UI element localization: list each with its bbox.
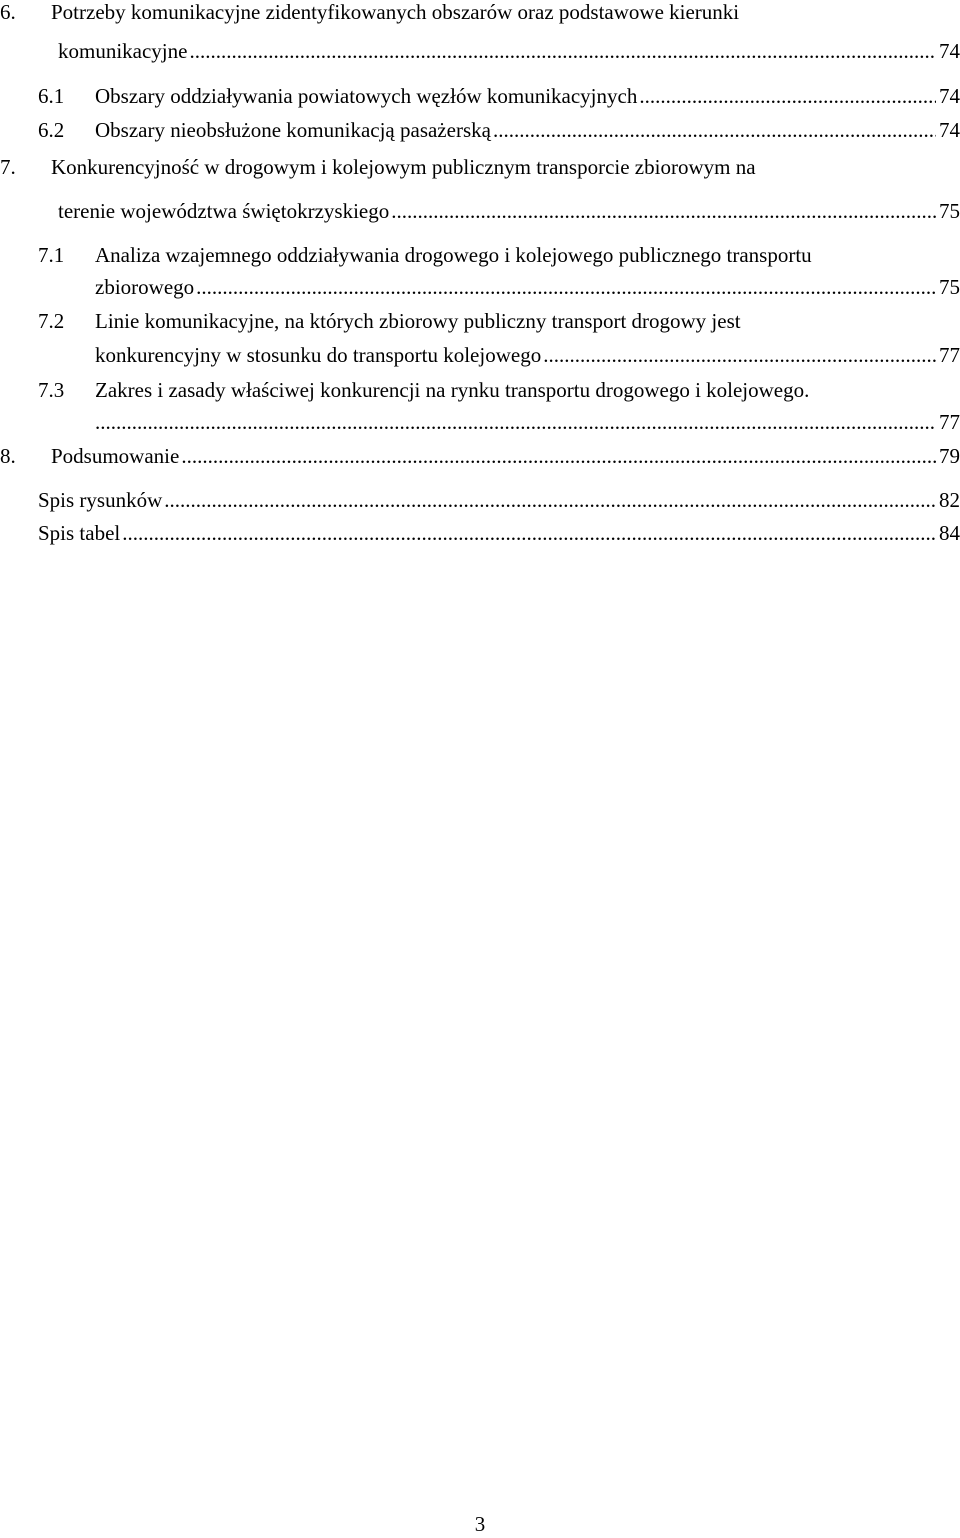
- toc-leader: [181, 444, 936, 468]
- toc-entry-8[interactable]: [51, 444, 960, 468]
- toc-page-8: 79: [939, 444, 960, 468]
- toc-number-6-1: 6.1: [38, 84, 65, 108]
- toc-title-7-2-line1[interactable]: Linie komunikacyjne, na których zbiorowy publiczny transport drogowy jest: [95, 309, 741, 333]
- toc-page-7: 75: [939, 199, 960, 223]
- toc-title-tables: Spis tabel: [38, 521, 121, 545]
- page-number: 3: [474, 1512, 486, 1536]
- toc-entry-7-2[interactable]: [95, 343, 960, 367]
- toc-title-8: Podsumowanie: [51, 444, 180, 468]
- toc-number-7-3: 7.3: [38, 378, 65, 402]
- toc-title-7-1-line2: zbiorowego: [95, 275, 195, 299]
- toc-entry-6[interactable]: [58, 39, 960, 63]
- toc-title-6-line2: komunikacyjne: [58, 39, 188, 63]
- toc-page-7-1: 75: [939, 275, 960, 299]
- toc-leader: [543, 343, 936, 367]
- toc-leader: [164, 488, 936, 512]
- toc-number-7-2: 7.2: [38, 309, 65, 333]
- toc-entry-7-3[interactable]: [95, 410, 960, 434]
- toc-page-7-3: 77: [939, 410, 960, 434]
- toc-title-6-2: Obszary nieobsłużone komunikacją pasażerską: [95, 118, 491, 142]
- toc-number-7: 7.: [0, 155, 16, 179]
- toc-title-7-2-line2: konkurencyjny w stosunku do transportu kolejowego: [95, 343, 542, 367]
- toc-title-7-3-line1[interactable]: Zakres i zasady właściwej konkurencji na rynku transportu drogowego i kolejowego.: [95, 378, 810, 402]
- toc-title-7-1-line1[interactable]: Analiza wzajemnego oddziaływania drogowego i kolejowego publicznego transportu: [95, 243, 812, 267]
- toc-title-6-1: Obszary oddziaływania powiatowych węzłów komunikacyjnych: [95, 84, 638, 108]
- toc-page-tables: 84: [939, 521, 960, 545]
- toc-leader: [122, 521, 936, 545]
- toc-entry-6-2[interactable]: [95, 118, 960, 142]
- toc-entry-6-1[interactable]: [95, 84, 960, 108]
- toc-leader: [639, 84, 936, 108]
- toc-leader: [196, 275, 936, 299]
- toc-number-8: 8.: [0, 444, 16, 468]
- toc-page-6-2: 74: [939, 118, 960, 142]
- toc-entry-7-1[interactable]: [95, 275, 960, 299]
- toc-page-6-1: 74: [939, 84, 960, 108]
- toc-entry-tables[interactable]: [38, 521, 960, 545]
- toc-title-figures: Spis rysunków: [38, 488, 163, 512]
- toc-number-7-1: 7.1: [38, 243, 65, 267]
- toc-page-6: 74: [939, 39, 960, 63]
- toc-page-7-2: 77: [939, 343, 960, 367]
- toc-number-6: 6.: [0, 0, 16, 24]
- toc-entry-7[interactable]: [58, 199, 960, 223]
- toc-title-7-line2: terenie województwa świętokrzyskiego: [58, 199, 390, 223]
- toc-leader: [391, 199, 936, 223]
- toc-leader: [493, 118, 936, 142]
- toc-leader: [189, 39, 936, 63]
- toc-title-6-line1[interactable]: Potrzeby komunikacyjne zidentyfikowanych obszarów oraz podstawowe kierunki: [51, 0, 740, 24]
- toc-title-7-line1[interactable]: Konkurencyjność w drogowym i kolejowym publicznym transporcie zbiorowym na: [51, 155, 756, 179]
- toc-entry-figures[interactable]: [38, 488, 960, 512]
- toc-leader: [95, 410, 936, 434]
- toc-page-figures: 82: [939, 488, 960, 512]
- toc-number-6-2: 6.2: [38, 118, 65, 142]
